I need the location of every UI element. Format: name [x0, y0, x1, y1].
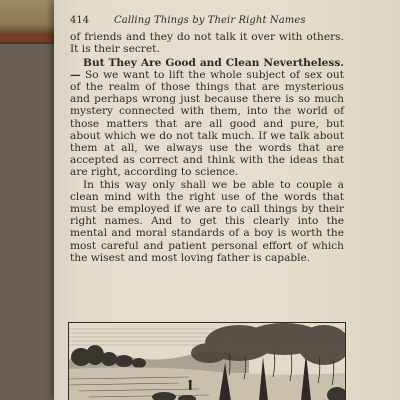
paragraph-2	[70, 57, 344, 179]
page-number: 414	[70, 15, 90, 26]
landscape-engraving	[69, 323, 345, 400]
page-header	[70, 15, 344, 27]
section-heading: But They Are Good and Clean Nevertheless.—	[70, 56, 344, 81]
running-head: Calling Things by Their Right Names	[114, 15, 306, 26]
paragraph-1: of friends and they do not talk it over with others. It is their secret.	[70, 31, 344, 56]
paragraph-3: In this way only shall we be able to couple a clean mind with the right use of the words that must be employed if we are to call things by their right names. And to get this clearly into the mental and moral standards of a boy is worth the most careful and patient personal effort of which the wisest and most loving father is capable.	[70, 178, 344, 264]
paragraph-2-body: So we want to lift the whole subject of sex out of the realm of those things that are mysterious and perhaps wrong just because there is so much mystery connected with them, into the world of those matters that are all good and pure, but about which we do not talk much. If we talk about them at all, we always use the words that are accepted as correct and think with the ideas that are right, according to science.	[70, 68, 344, 179]
page-text	[70, 15, 344, 264]
landscape-illustration	[68, 322, 346, 400]
